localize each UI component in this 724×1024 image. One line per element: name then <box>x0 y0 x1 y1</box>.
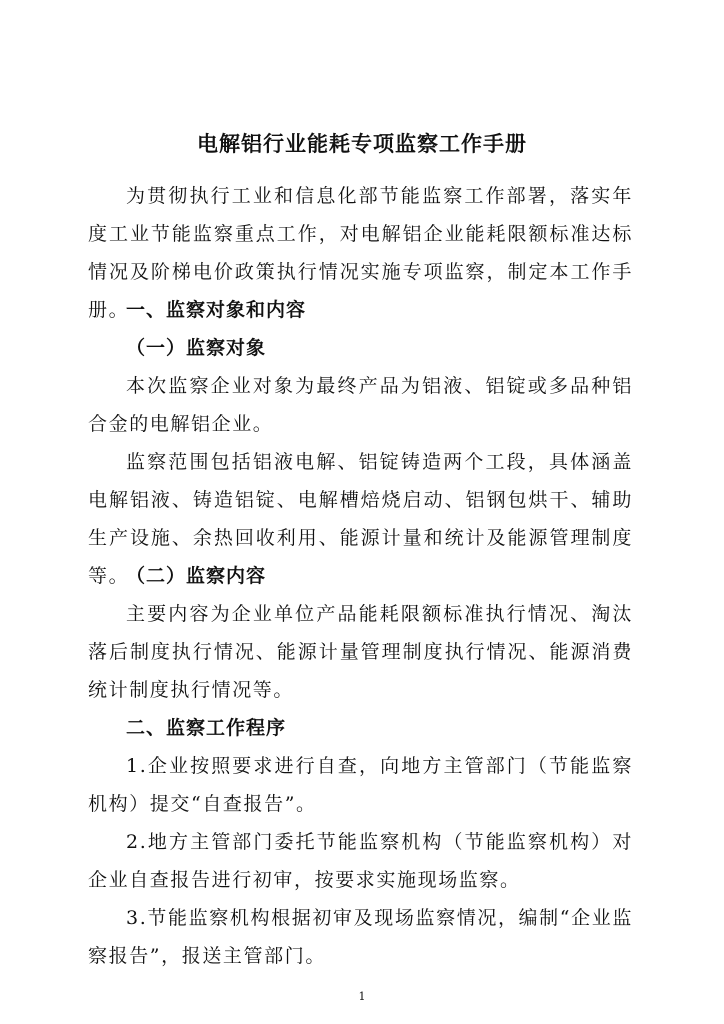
section-1-heading: 一、监察对象和内容 <box>126 299 307 321</box>
subsection-1-paragraph-2: 监察范围包括铝液电解、铝锭铸造两个工段，具体涵盖电解铝液、铸造铝锭、电解槽焙烧启动、铝钢包烘干、辅助生产设施、余热回收利用、能源计量和统计及能源管理制度等。 <box>88 451 633 587</box>
subsection-2-paragraph-1: 主要内容为企业单位产品能耗限额标准执行情况、淘汰落后制度执行情况、能源计量管理制度执行情况、能源消费统计制度执行情况等。 <box>88 603 633 701</box>
subsection-1-heading: （一）监察对象 <box>126 337 267 359</box>
page-number: 1 <box>358 990 366 1003</box>
document-title: 电解铝行业能耗专项监察工作手册 <box>197 132 527 156</box>
subsection-2-heading: （二）监察内容 <box>126 565 267 587</box>
procedure-item-3: 3.节能监察机构根据初审及现场监察情况，编制“企业监察报告”，报送主管部门。 <box>88 907 633 967</box>
procedure-item-2: 2.地方主管部门委托节能监察机构（节能监察机构）对企业自查报告进行初审，按要求实施现场监察。 <box>88 831 633 891</box>
intro-paragraph: 为贯彻执行工业和信息化部节能监察工作部署，落实年度工业节能监察重点工作，对电解铝企业能耗限额标准达标情况及阶梯电价政策执行情况实施专项监察，制定本工作手册。 <box>88 185 633 321</box>
subsection-1-paragraph-1: 本次监察企业对象为最终产品为铝液、铝锭或多品种铝合金的电解铝企业。 <box>88 375 633 435</box>
procedure-item-1: 1.企业按照要求进行自查，向地方主管部门（节能监察机构）提交“自查报告”。 <box>88 755 633 815</box>
section-2-heading: 二、监察工作程序 <box>126 717 287 739</box>
